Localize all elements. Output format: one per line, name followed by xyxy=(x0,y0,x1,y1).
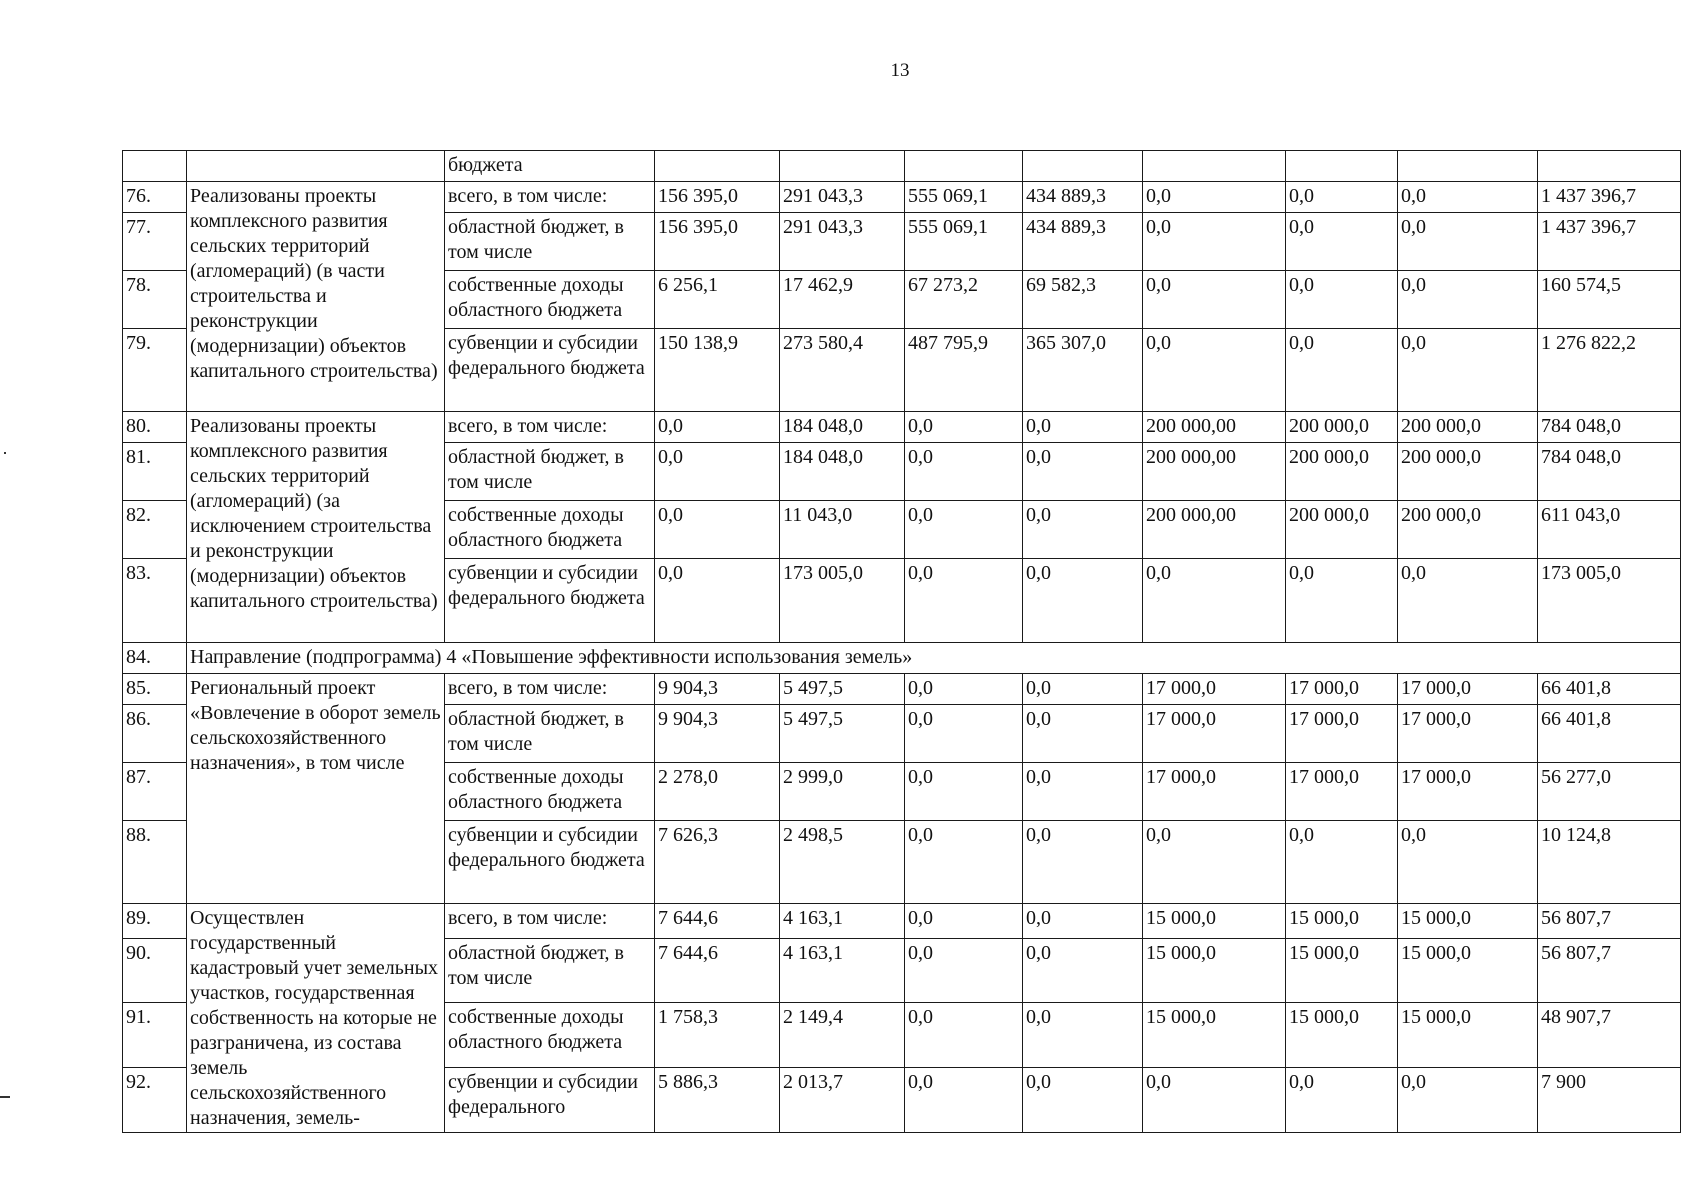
cell-value: 184 048,0 xyxy=(780,443,905,501)
cell-value: 200 000,00 xyxy=(1143,412,1286,443)
cell-value: 200 000,0 xyxy=(1286,443,1398,501)
cell-value: 17 000,0 xyxy=(1143,705,1286,763)
cell-no: 92. xyxy=(123,1068,187,1133)
cell-value: 0,0 xyxy=(1286,1068,1398,1133)
cell-value: 0,0 xyxy=(1023,938,1143,1003)
cell-value: 291 043,3 xyxy=(780,213,905,271)
cell-value: 0,0 xyxy=(905,501,1023,559)
cell-value: 150 138,9 xyxy=(655,329,780,412)
cell-value: 17 462,9 xyxy=(780,271,905,329)
cell-value: 160 574,5 xyxy=(1538,271,1681,329)
cell-value: 67 273,2 xyxy=(905,271,1023,329)
cell-value: 15 000,0 xyxy=(1398,904,1538,939)
cell-value: 0,0 xyxy=(905,443,1023,501)
cell-value: 200 000,0 xyxy=(1286,501,1398,559)
cell-value: 173 005,0 xyxy=(1538,559,1681,643)
cell-value: 0,0 xyxy=(905,1003,1023,1068)
table-row xyxy=(123,412,1681,443)
cell-value: 555 069,1 xyxy=(905,182,1023,213)
table-row xyxy=(123,904,1681,939)
cell-no: 81. xyxy=(123,443,187,501)
cell-value: 0,0 xyxy=(1398,182,1538,213)
cell-title: Реализованы проекты комплексного развития сельских территорий (агломераций) (за исключением строительства и реконструкции (модернизации) объектов капитального строительства) xyxy=(187,412,445,643)
cell-value: 15 000,0 xyxy=(1143,1003,1286,1068)
cell-no: 90. xyxy=(123,938,187,1003)
cell-value: 0,0 xyxy=(1023,1003,1143,1068)
cell-value: 200 000,0 xyxy=(1398,443,1538,501)
cell-value: 5 886,3 xyxy=(655,1068,780,1133)
cell-value: 156 395,0 xyxy=(655,182,780,213)
cell-value: 0,0 xyxy=(655,501,780,559)
cell-value: 48 907,7 xyxy=(1538,1003,1681,1068)
cell-no: 86. xyxy=(123,705,187,763)
cell-title: Реализованы проекты комплексного развития сельских территорий (агломераций) (в части строительства и реконструкции (модернизации) объектов капитального строительства) xyxy=(187,182,445,412)
cell-value: 0,0 xyxy=(1143,329,1286,412)
cell-value: 2 498,5 xyxy=(780,821,905,904)
cell-value: 2 278,0 xyxy=(655,763,780,821)
cell-value: 17 000,0 xyxy=(1286,763,1398,821)
table-row xyxy=(123,674,1681,705)
cell-no: 89. xyxy=(123,904,187,939)
cell-value: 17 000,0 xyxy=(1286,705,1398,763)
cell-no: 91. xyxy=(123,1003,187,1068)
cell-value: 0,0 xyxy=(905,938,1023,1003)
cell-value: 0,0 xyxy=(1398,1068,1538,1133)
cell-value: 0,0 xyxy=(1286,821,1398,904)
cell-value: 17 000,0 xyxy=(1398,705,1538,763)
section-row xyxy=(123,643,1681,674)
cell-value: 4 163,1 xyxy=(780,938,905,1003)
table-row xyxy=(123,151,1681,182)
cell-value: 56 277,0 xyxy=(1538,763,1681,821)
cell-source: областной бюджет, в том числе xyxy=(445,443,655,501)
cell-value: 5 497,5 xyxy=(780,674,905,705)
cell-value: 7 644,6 xyxy=(655,904,780,939)
cell-value: 17 000,0 xyxy=(1398,763,1538,821)
cell-value: 0,0 xyxy=(1023,443,1143,501)
cell-source: областной бюджет, в том числе xyxy=(445,938,655,1003)
cell-value: 0,0 xyxy=(655,443,780,501)
cell-no: 84. xyxy=(123,643,187,674)
cell-value: 0,0 xyxy=(1398,559,1538,643)
cell-value: 0,0 xyxy=(1023,501,1143,559)
cell-value: 0,0 xyxy=(1143,821,1286,904)
cell-value: 15 000,0 xyxy=(1143,904,1286,939)
cell-value: 1 276 822,2 xyxy=(1538,329,1681,412)
cell-source: собственные доходы областного бюджета xyxy=(445,763,655,821)
cell-value: 0,0 xyxy=(1023,674,1143,705)
cell-value: 291 043,3 xyxy=(780,182,905,213)
cell-value: 0,0 xyxy=(655,559,780,643)
cell-value: 7 644,6 xyxy=(655,938,780,1003)
cell-value: 0,0 xyxy=(1398,329,1538,412)
cell-title: Осуществлен государственный кадастровый учет земельных участков, государственная собственность на которые не разграничена, из состава земель сельскохозяйственного назначения, земель- xyxy=(187,904,445,1133)
cell-value: 0,0 xyxy=(1143,1068,1286,1133)
cell-value: 1 437 396,7 xyxy=(1538,182,1681,213)
cell-value: 15 000,0 xyxy=(1398,1003,1538,1068)
cell-no: 85. xyxy=(123,674,187,705)
cell-value: 5 497,5 xyxy=(780,705,905,763)
cell-no: 82. xyxy=(123,501,187,559)
cell-source: всего, в том числе: xyxy=(445,904,655,939)
cell-value: 434 889,3 xyxy=(1023,213,1143,271)
cell-value: 7 626,3 xyxy=(655,821,780,904)
cell-value: 17 000,0 xyxy=(1143,674,1286,705)
cell-value: 0,0 xyxy=(1286,559,1398,643)
cell-no: 83. xyxy=(123,559,187,643)
cell-no: 80. xyxy=(123,412,187,443)
cell-source: субвенции и субсидии федерального бюджета xyxy=(445,821,655,904)
cell-source: областной бюджет, в том числе xyxy=(445,213,655,271)
cell-value: 434 889,3 xyxy=(1023,182,1143,213)
cell-value: 56 807,7 xyxy=(1538,938,1681,1003)
cell-value: 0,0 xyxy=(1398,821,1538,904)
cell-value: 17 000,0 xyxy=(1286,674,1398,705)
cell-no: 76. xyxy=(123,182,187,213)
cell-no: 88. xyxy=(123,821,187,904)
cell-source: областной бюджет, в том числе xyxy=(445,705,655,763)
section-title: Направление (подпрограмма) 4 «Повышение эффективности использования земель» xyxy=(187,643,1681,674)
cell-title: Региональный проект «Вовлечение в оборот земель сельскохозяйственного назначения», в том числе xyxy=(187,674,445,904)
cell-value: 173 005,0 xyxy=(780,559,905,643)
cell-value: 0,0 xyxy=(905,705,1023,763)
cell-value: 0,0 xyxy=(1398,271,1538,329)
cell-value: 273 580,4 xyxy=(780,329,905,412)
cell-value: 0,0 xyxy=(905,904,1023,939)
cell-value: 0,0 xyxy=(1023,763,1143,821)
cell-value: 0,0 xyxy=(1023,705,1143,763)
cell-value: 0,0 xyxy=(1286,182,1398,213)
cell-value: 0,0 xyxy=(905,821,1023,904)
cell-value: 0,0 xyxy=(655,412,780,443)
cell-no xyxy=(123,151,187,182)
cell-value: 0,0 xyxy=(1143,271,1286,329)
cell-value: 200 000,00 xyxy=(1143,443,1286,501)
cell-value: 487 795,9 xyxy=(905,329,1023,412)
cell-value: 9 904,3 xyxy=(655,705,780,763)
cell-value: 365 307,0 xyxy=(1023,329,1143,412)
cell-source: субвенции и субсидии федерального бюджета xyxy=(445,559,655,643)
cell-value: 0,0 xyxy=(1023,412,1143,443)
cell-no: 77. xyxy=(123,213,187,271)
cell-value: 69 582,3 xyxy=(1023,271,1143,329)
cell-value: 184 048,0 xyxy=(780,412,905,443)
cell-value: 784 048,0 xyxy=(1538,412,1681,443)
cell-value: 0,0 xyxy=(1023,559,1143,643)
cell-value: 0,0 xyxy=(1023,904,1143,939)
table-row xyxy=(123,182,1681,213)
cell-source: субвенции и субсидии федерального бюджета xyxy=(445,329,655,412)
cell-value: 0,0 xyxy=(1286,329,1398,412)
cell-source: собственные доходы областного бюджета xyxy=(445,1003,655,1068)
cell-title xyxy=(187,151,445,182)
cell-value: 4 163,1 xyxy=(780,904,905,939)
cell-no: 79. xyxy=(123,329,187,412)
cell-value: 0,0 xyxy=(1143,213,1286,271)
cell-value: 15 000,0 xyxy=(1143,938,1286,1003)
cell-source: всего, в том числе: xyxy=(445,412,655,443)
cell-value: 56 807,7 xyxy=(1538,904,1681,939)
cell-value: 0,0 xyxy=(1398,213,1538,271)
cell-value: 156 395,0 xyxy=(655,213,780,271)
cell-value: 15 000,0 xyxy=(1286,904,1398,939)
cell-value: 6 256,1 xyxy=(655,271,780,329)
cell-value: 1 758,3 xyxy=(655,1003,780,1068)
cell-value: 17 000,0 xyxy=(1143,763,1286,821)
cell-source: субвенции и субсидии федерального xyxy=(445,1068,655,1133)
page-number: 13 xyxy=(890,60,910,81)
cell-no: 87. xyxy=(123,763,187,821)
cell-source: собственные доходы областного бюджета xyxy=(445,501,655,559)
cell-value: 0,0 xyxy=(905,763,1023,821)
cell-value: 0,0 xyxy=(1286,213,1398,271)
cell-value: 15 000,0 xyxy=(1286,1003,1398,1068)
cell-source: всего, в том числе: xyxy=(445,182,655,213)
cell-value: 784 048,0 xyxy=(1538,443,1681,501)
margin-mark-top xyxy=(4,452,6,454)
cell-value: 200 000,0 xyxy=(1398,412,1538,443)
cell-value: 200 000,0 xyxy=(1398,501,1538,559)
cell-value: 2 149,4 xyxy=(780,1003,905,1068)
cell-value: 200 000,0 xyxy=(1286,412,1398,443)
cell-value: 2 999,0 xyxy=(780,763,905,821)
cell-value: 200 000,00 xyxy=(1143,501,1286,559)
cell-no: 78. xyxy=(123,271,187,329)
cell-value: 0,0 xyxy=(1023,821,1143,904)
budget-table xyxy=(122,150,1681,1133)
cell-value: 0,0 xyxy=(905,1068,1023,1133)
cell-source: бюджета xyxy=(445,151,655,182)
cell-value: 0,0 xyxy=(1143,559,1286,643)
cell-value: 7 900 xyxy=(1538,1068,1681,1133)
cell-value: 66 401,8 xyxy=(1538,674,1681,705)
cell-value: 17 000,0 xyxy=(1398,674,1538,705)
cell-value: 10 124,8 xyxy=(1538,821,1681,904)
cell-value: 66 401,8 xyxy=(1538,705,1681,763)
cell-value: 555 069,1 xyxy=(905,213,1023,271)
cell-value: 9 904,3 xyxy=(655,674,780,705)
cell-value: 0,0 xyxy=(905,559,1023,643)
cell-value: 11 043,0 xyxy=(780,501,905,559)
cell-value: 0,0 xyxy=(1143,182,1286,213)
cell-value: 15 000,0 xyxy=(1398,938,1538,1003)
cell-value: 2 013,7 xyxy=(780,1068,905,1133)
cell-value: 0,0 xyxy=(1023,1068,1143,1133)
cell-value: 611 043,0 xyxy=(1538,501,1681,559)
cell-value: 0,0 xyxy=(905,674,1023,705)
cell-value: 1 437 396,7 xyxy=(1538,213,1681,271)
cell-source: собственные доходы областного бюджета xyxy=(445,271,655,329)
cell-value: 15 000,0 xyxy=(1286,938,1398,1003)
cell-source: всего, в том числе: xyxy=(445,674,655,705)
cell-value: 0,0 xyxy=(905,412,1023,443)
margin-mark-bottom xyxy=(0,1096,10,1098)
cell-value: 0,0 xyxy=(1286,271,1398,329)
